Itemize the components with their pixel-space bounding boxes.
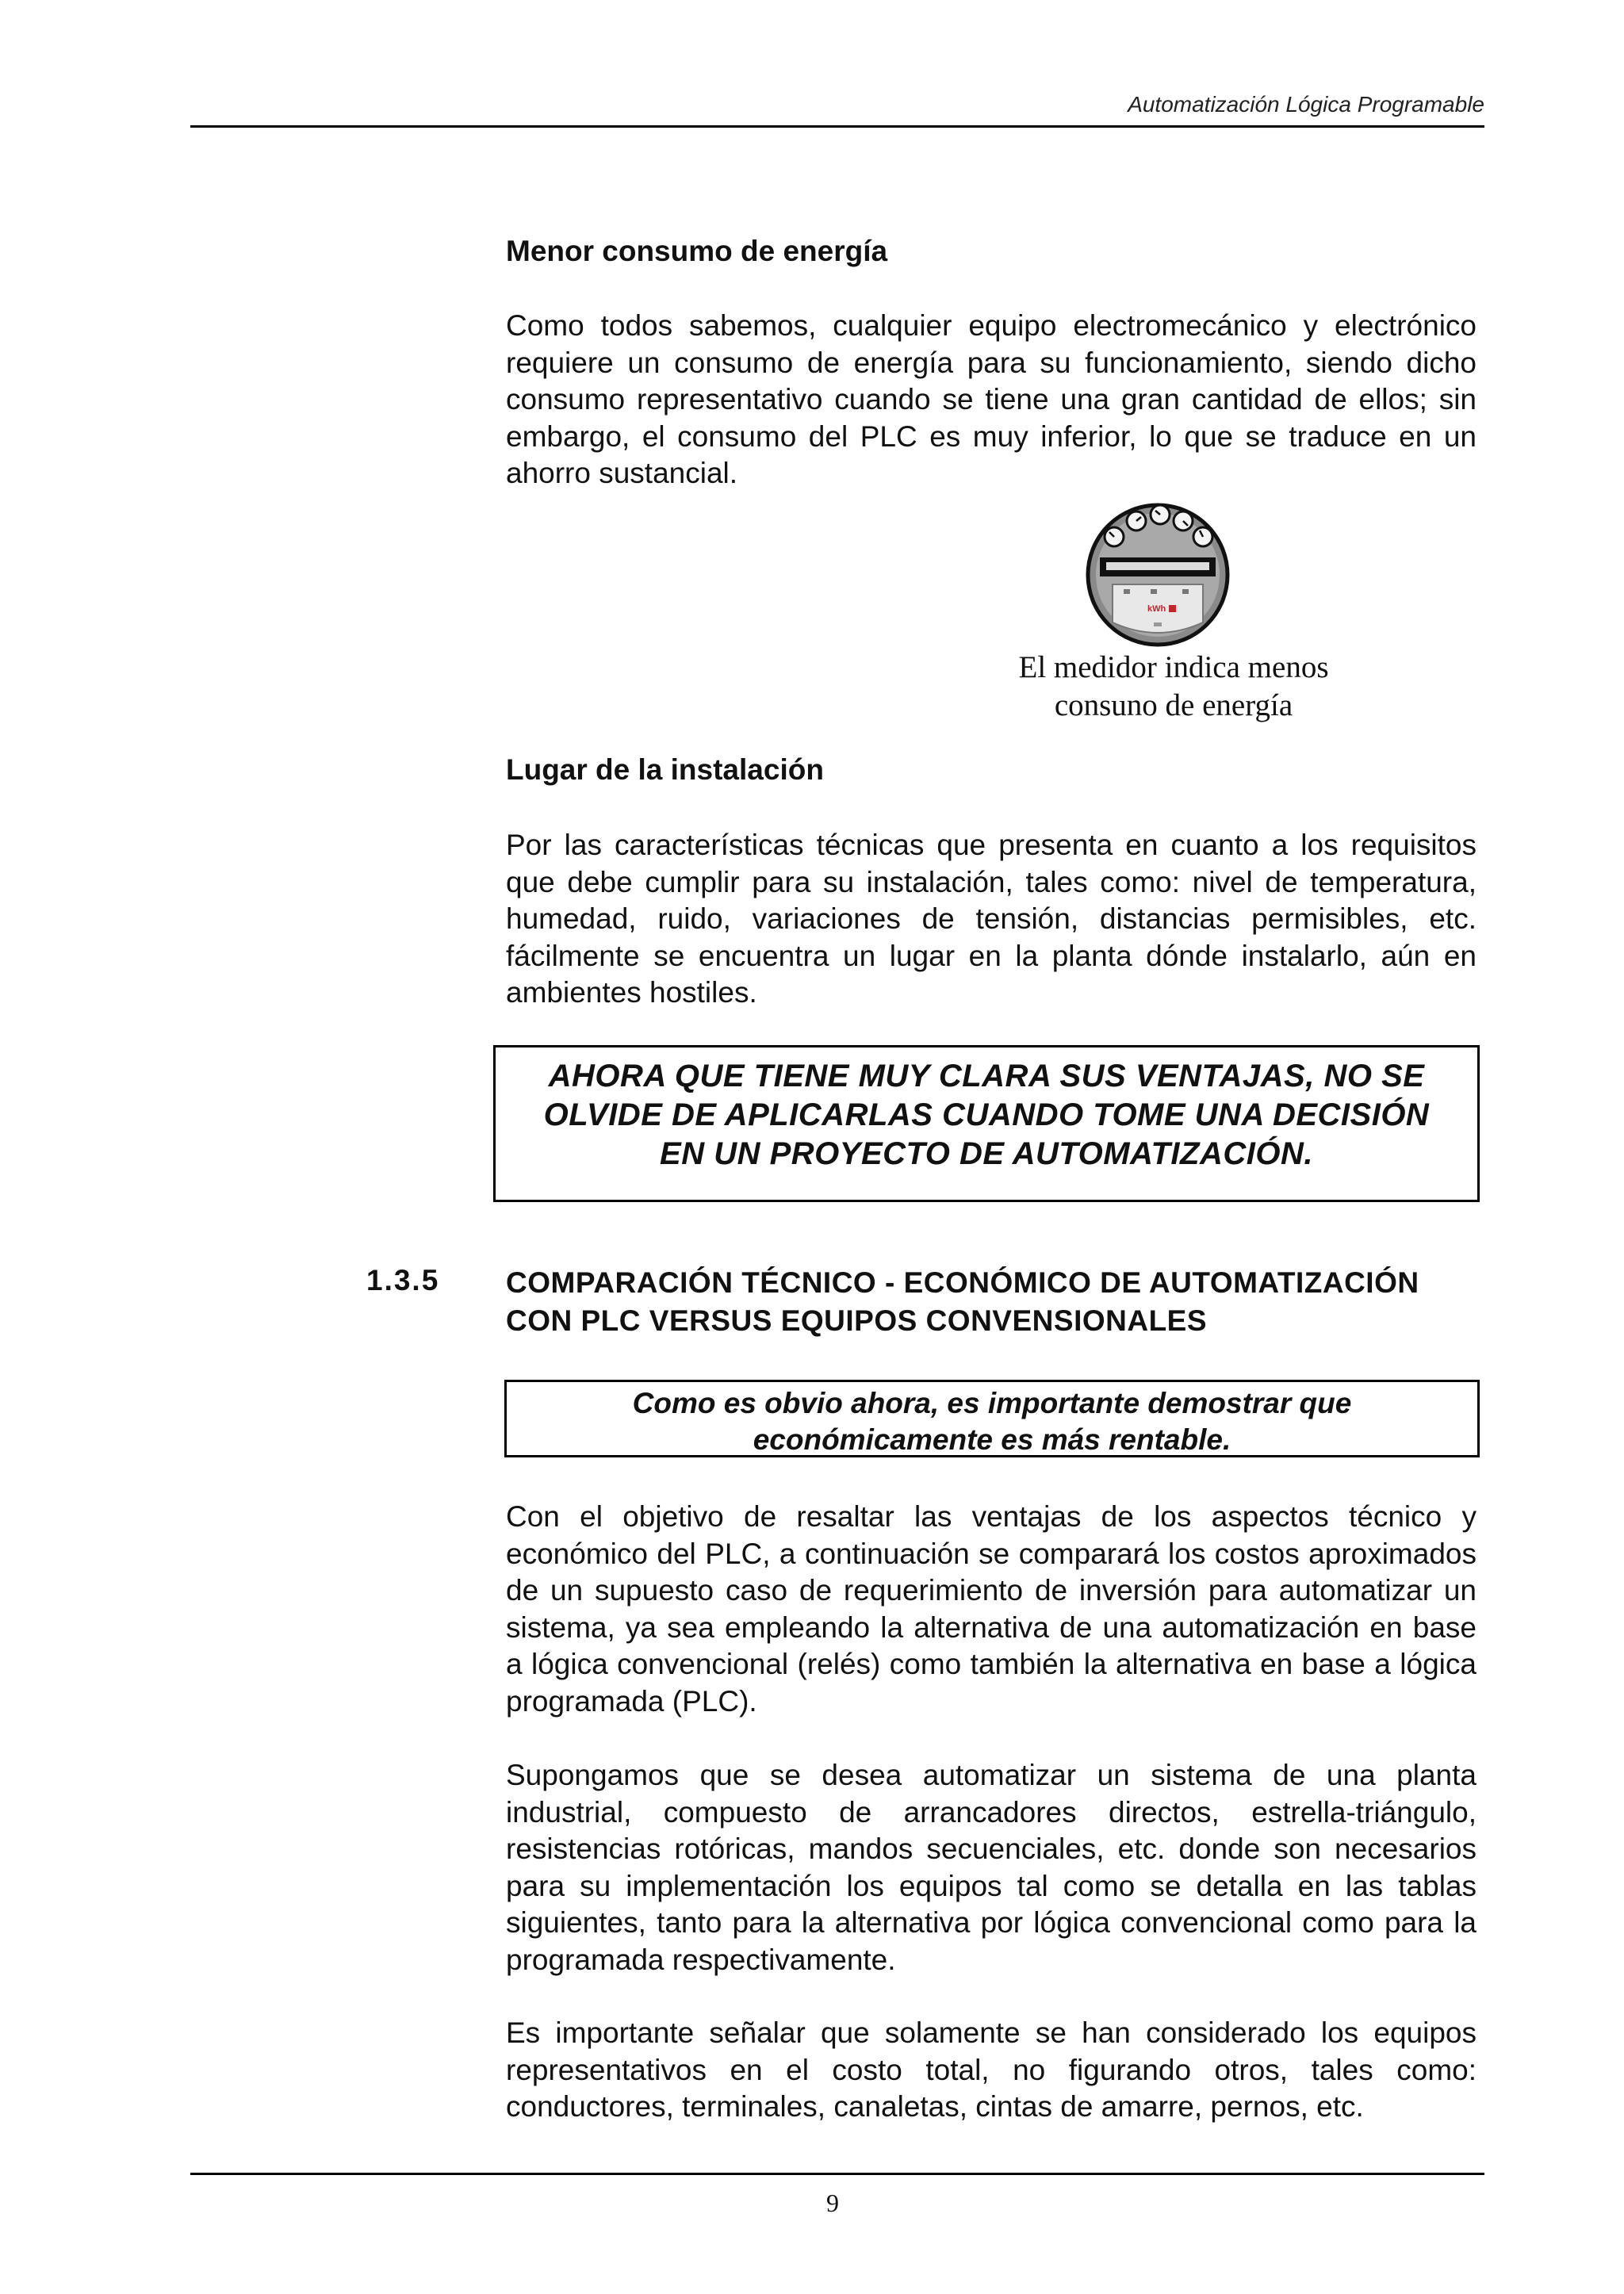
paragraph-location: Por las características técnicas que presenta en cuanto a los requisitos que debe cumplir para su instalación, tales como: nivel de temperatura, humedad, ruido, variaciones de tensión, distancias permisibles, etc. fácilmente se encuentra un lugar en la planta dónde instalarlo, aún en ambientes hostiles.	[506, 829, 1477, 1009]
note-box	[504, 1380, 1480, 1457]
page-number: 9	[826, 2189, 839, 2217]
footer-divider	[190, 2173, 1484, 2175]
caption-line-1: El medidor indica menos	[1018, 650, 1329, 684]
section-title	[506, 1264, 1489, 1340]
heading-energy: Menor consumo de energía	[506, 235, 888, 267]
callout-text	[496, 1057, 1477, 1174]
header-divider	[190, 125, 1484, 128]
section-title-line-2: CON PLC VERSUS EQUIPOS CONVENSIONALES	[506, 1304, 1208, 1337]
section-title-line-1: COMPARACIÓN TÉCNICO - ECONÓMICO DE AUTOMATIZACIÓN	[506, 1266, 1419, 1299]
note-line-2: económicamente es más rentable.	[753, 1423, 1231, 1456]
note-text	[507, 1385, 1477, 1458]
callout-line-1: AHORA QUE TIENE MUY CLARA SUS VENTAJAS, NO SE	[548, 1059, 1425, 1093]
paragraph-comparison-2: Supongamos que se desea automatizar un sistema de una planta industrial, compuesto de arrancadores directos, estrella-triángulo, resistencias rotóricas, mandos secuenciales, etc. donde son necesarios para su implementación los equipos tal como se detalla en las tablas siguientes, tanto para la alternativa por lógica convencional como para la programada respectivamente.	[506, 1759, 1477, 1976]
paragraph-comparison-1: Con el objetivo de resaltar las ventajas de los aspectos técnico y económico del PLC, a continuación se comparará los costos aproximados de un supuesto caso de requerimiento de inversión para automatizar un sistema, ya sea empleando la alternativa de una automatización en base a lógica convencional (relés) como también la alternativa en base a lógica programada (PLC).	[506, 1500, 1477, 1718]
note-line-1: Como es obvio ahora, es importante demostrar que	[632, 1387, 1352, 1419]
section-number: 1.3.5	[366, 1264, 440, 1296]
callout-box	[493, 1045, 1480, 1202]
heading-location: Lugar de la instalación	[506, 753, 824, 786]
paragraph-energy: Como todos sabemos, cualquier equipo electromecánico y electrónico requiere un consumo de energía para su funcionamiento, siendo dicho consumo representativo cuando se tiene una gran cantidad de ellos; sin embargo, el consumo del PLC es muy inferior, lo que se traduce en un ahorro sustancial.	[506, 309, 1477, 489]
callout-line-2: OLVIDE DE APLICARLAS CUANDO TOME UNA DECISIÓN	[543, 1097, 1430, 1132]
figure-caption	[952, 649, 1396, 725]
running-header: Automatización Lógica Programable	[1128, 92, 1484, 117]
caption-line-2: consuno de energía	[1054, 688, 1293, 722]
svg-text:kWh: kWh	[1147, 604, 1166, 614]
energy-meter-figure	[1082, 496, 1233, 654]
paragraph-comparison-3: Es importante señalar que solamente se han considerado los equipos representativos en el costo total, no figurando otros, tales como: conductores, terminales, canaletas, cintas de amarre, pernos, etc.	[506, 2016, 1477, 2123]
callout-line-3: EN UN PROYECTO DE AUTOMATIZACIÓN.	[660, 1136, 1313, 1171]
energy-meter-icon	[1082, 496, 1233, 654]
